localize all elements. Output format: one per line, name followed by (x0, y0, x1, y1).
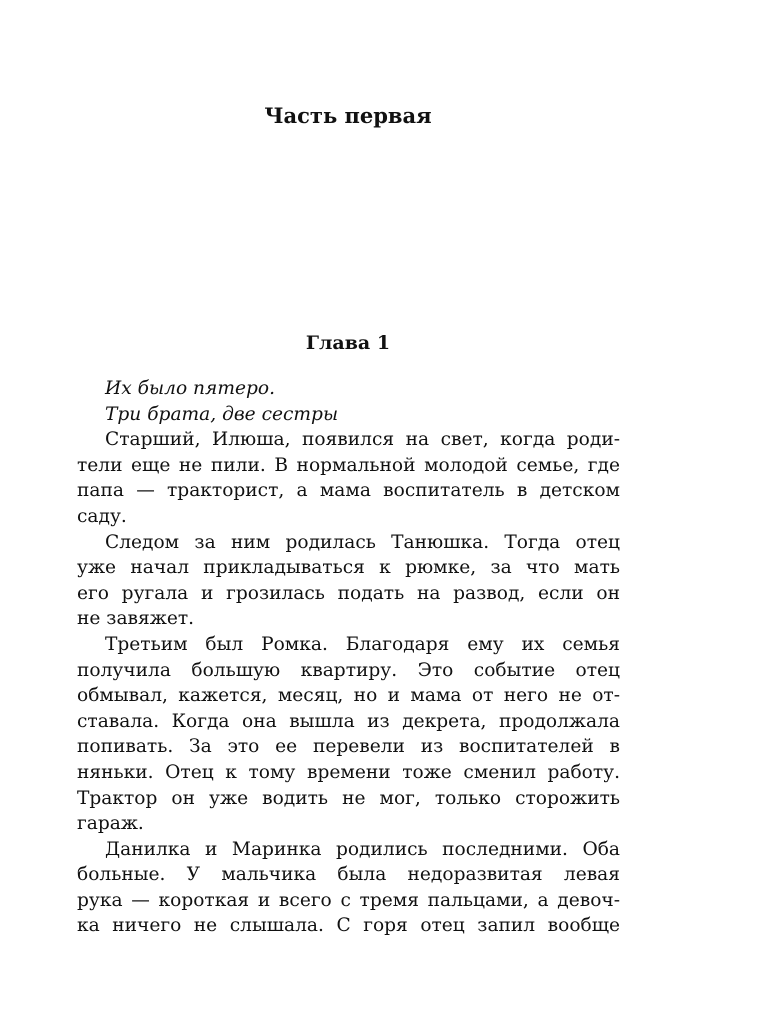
text-line: больные. У мальчика была недоразвитая левая (77, 864, 620, 886)
text-line: няньки. Отец к тому времени тоже сменил работу. (77, 761, 620, 783)
text-line: Трактор он уже водить не мог, только сторожить (77, 787, 620, 809)
text-line: ка ничего не слышала. С горя отец запил вообще (77, 915, 620, 937)
text-line: не завяжет. (77, 608, 195, 630)
paragraph (77, 632, 620, 837)
paragraph (77, 427, 620, 529)
text-line: ставала. Когда она вышла из декрета, продолжала (77, 710, 620, 732)
text-line: Старший, Илюша, появился на свет, когда роди- (105, 429, 620, 451)
text-line: получила большую квартиру. Это событие отец (77, 659, 620, 681)
chapter-body (77, 376, 620, 939)
text-line: его ругала и грозилась подать на развод, если он (77, 582, 620, 604)
chapter-title: Глава 1 (305, 332, 391, 354)
part-title: Часть первая (264, 103, 432, 128)
epigraph-line: Их было пятеро. (105, 378, 275, 399)
epigraph-line: Три брата, две сестры (105, 403, 339, 425)
text-line: саду. (77, 505, 127, 527)
text-line: гараж. (77, 813, 144, 835)
text-line: Данилка и Маринка родились последними. Оба (105, 838, 620, 860)
text-line: Следом за ним родилась Танюшка. Тогда отец (105, 531, 620, 553)
text-line: рука — короткая и всего с тремя пальцами, а девоч- (77, 889, 620, 911)
text-line: попивать. За это ее перевели из воспитателей в (77, 736, 620, 758)
paragraph (77, 530, 620, 632)
text-line: уже начал прикладываться к рюмке, за что мать (77, 557, 620, 579)
paragraph (77, 837, 620, 939)
text-line: тели еще не пили. В нормальной молодой семье, где (77, 454, 620, 476)
text-line: Третьим был Ромка. Благодаря ему их семья (105, 633, 620, 655)
text-line: папа — тракторист, а мама воспитатель в детском (77, 480, 620, 502)
text-line: обмывал, кажется, месяц, но и мама от него не от- (77, 685, 620, 707)
